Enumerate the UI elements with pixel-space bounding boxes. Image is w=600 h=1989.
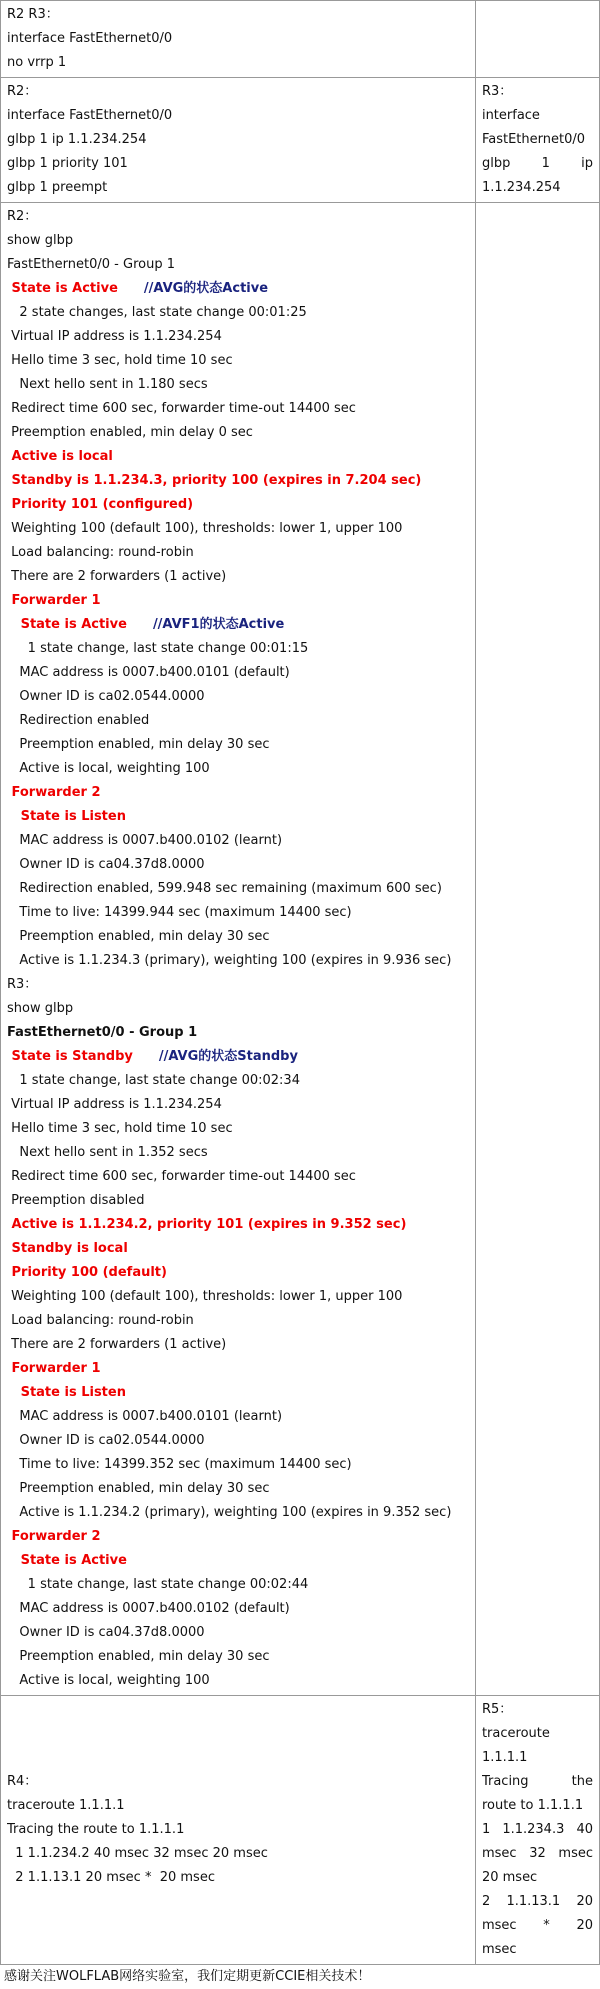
line-text: FastEthernet0/0 <box>481 132 585 147</box>
text-token: 20 <box>576 1918 593 1933</box>
line-text: Preemption enabled, min delay 30 sec <box>7 1481 270 1496</box>
text-line <box>7 469 469 493</box>
line-text: State is Active <box>7 1553 127 1568</box>
line-text: State is Standby <box>7 1049 133 1064</box>
line-text: interface FastEthernet0/0 <box>7 108 173 123</box>
annotation-comment: //AVG的状态Standby <box>158 1049 298 1064</box>
line-text: glbp 1 priority 101 <box>7 156 128 171</box>
annotation-comment: //AVF1的状态Active <box>152 617 285 632</box>
line-text: MAC address is 0007.b400.0102 (learnt) <box>7 833 283 848</box>
text-line <box>7 1117 469 1141</box>
text-line <box>7 733 469 757</box>
text-line <box>482 1746 593 1770</box>
line-text: Weighting 100 (default 100), thresholds: lower 1, upper 100 <box>7 1289 403 1304</box>
text-line <box>7 349 469 373</box>
text-line <box>7 421 469 445</box>
line-text: Next hello sent in 1.352 secs <box>7 1145 208 1160</box>
text-token: 32 <box>529 1846 546 1861</box>
text-line <box>482 1818 593 1842</box>
text-token: Tracing <box>481 1774 529 1789</box>
line-text: 1.1.234.254 <box>481 180 561 195</box>
text-line <box>7 1842 469 1866</box>
text-line <box>7 1525 469 1549</box>
text-line <box>7 493 469 517</box>
line-text: State is Active <box>7 281 118 296</box>
text-line <box>7 973 469 997</box>
line-text: Active is local, weighting 100 <box>7 1673 210 1688</box>
text-line <box>7 997 469 1021</box>
text-line <box>7 1597 469 1621</box>
text-line <box>7 637 469 661</box>
text-line <box>7 128 469 152</box>
text-line <box>7 152 469 176</box>
line-text: Redirect time 600 sec, forwarder time-out 14400 sec <box>7 1169 356 1184</box>
text-line <box>7 104 469 128</box>
line-text: FastEthernet0/0 - Group 1 <box>7 257 175 272</box>
line-text: interface FastEthernet0/0 <box>7 31 173 46</box>
table-row <box>1 1 600 78</box>
text-line <box>7 805 469 829</box>
text-line <box>7 1501 469 1525</box>
text-line <box>482 1890 593 1914</box>
text-line <box>7 1573 469 1597</box>
line-text: traceroute 1.1.1.1 <box>7 1798 125 1813</box>
line-text: glbp 1 ip 1.1.234.254 <box>7 132 147 147</box>
table-row <box>1 203 600 1696</box>
text-line <box>7 1165 469 1189</box>
text-token: msec <box>558 1846 593 1861</box>
text-token: the <box>571 1774 593 1789</box>
text-line <box>7 373 469 397</box>
text-line <box>7 877 469 901</box>
text-line <box>7 1794 469 1818</box>
footer-note: 感谢关注WOLFLAB网络实验室，我们定期更新CCIE相关技术！ <box>4 1969 371 1984</box>
line-text: State is Listen <box>7 1385 126 1400</box>
text-line <box>7 1477 469 1501</box>
line-text: Standby is local <box>7 1241 128 1256</box>
text-line <box>482 104 593 128</box>
text-line <box>482 128 593 152</box>
left-cell <box>1 203 476 1696</box>
text-line <box>7 853 469 877</box>
line-text: Load balancing: round-robin <box>7 545 194 560</box>
line-text: Redirection enabled <box>7 713 150 728</box>
line-text: Active is 1.1.234.3 (primary), weighting 100 (expires in 9.936 sec) <box>7 953 452 968</box>
text-line <box>7 1645 469 1669</box>
text-line <box>482 1698 593 1722</box>
right-cell <box>475 78 599 203</box>
text-token: 1 <box>481 1822 491 1837</box>
table-row <box>1 1696 600 1965</box>
text-line <box>482 1938 593 1962</box>
left-cell <box>1 78 476 203</box>
left-cell <box>1 1 476 78</box>
line-text: 1 state change, last state change 00:01:15 <box>7 641 309 656</box>
text-line <box>7 565 469 589</box>
line-text: show glbp <box>7 1001 74 1016</box>
line-text: Redirect time 600 sec, forwarder time-out 14400 sec <box>7 401 356 416</box>
line-text: State is Active <box>7 617 127 632</box>
text-line <box>7 3 469 27</box>
line-text: Preemption disabled <box>7 1193 145 1208</box>
text-line <box>7 205 469 229</box>
right-cell <box>475 1696 599 1965</box>
text-line <box>7 1141 469 1165</box>
line-text: Active is 1.1.234.2 (primary), weighting 100 (expires in 9.352 sec) <box>7 1505 452 1520</box>
line-text: glbp 1 preempt <box>7 180 108 195</box>
text-line <box>7 277 469 301</box>
line-text: msec <box>481 1942 517 1957</box>
text-line <box>7 1045 469 1069</box>
line-text: Owner ID is ca04.37d8.0000 <box>7 857 205 872</box>
line-text: R5： <box>481 1702 513 1717</box>
line-text: R3： <box>481 84 513 99</box>
line-text: There are 2 forwarders (1 active) <box>7 569 227 584</box>
line-text: Standby is 1.1.234.3, priority 100 (expires in 7.204 sec) <box>7 473 422 488</box>
line-text: Time to live: 14399.352 sec (maximum 14400 sec) <box>7 1457 352 1472</box>
line-text: 20 msec <box>481 1870 538 1885</box>
line-text: Priority 101 (configured) <box>7 497 194 512</box>
line-text: Preemption enabled, min delay 30 sec <box>7 737 270 752</box>
line-text: Redirection enabled, 599.948 sec remaining (maximum 600 sec) <box>7 881 442 896</box>
text-line <box>482 80 593 104</box>
text-line <box>7 397 469 421</box>
line-text: Virtual IP address is 1.1.234.254 <box>7 329 222 344</box>
text-line <box>7 1818 469 1842</box>
line-text: Tracing the route to 1.1.1.1 <box>7 1822 185 1837</box>
text-line <box>7 1405 469 1429</box>
line-text: no vrrp 1 <box>7 55 67 70</box>
text-line <box>7 1285 469 1309</box>
text-line <box>7 1333 469 1357</box>
line-text: R2 R3： <box>7 7 59 22</box>
text-line <box>482 152 593 176</box>
line-text: Preemption enabled, min delay 0 sec <box>7 425 253 440</box>
text-line <box>7 925 469 949</box>
line-text: R2： <box>7 84 38 99</box>
text-line <box>482 1914 593 1938</box>
text-line <box>7 1381 469 1405</box>
line-text: State is Listen <box>7 809 126 824</box>
text-line <box>7 325 469 349</box>
text-line <box>7 589 469 613</box>
line-text: R3： <box>7 977 38 992</box>
line-text: Owner ID is ca02.0544.0000 <box>7 689 205 704</box>
line-text: R4： <box>7 1774 38 1789</box>
line-text: Priority 100 (default) <box>7 1265 167 1280</box>
text-line <box>482 1842 593 1866</box>
text-token: 1 <box>541 156 550 171</box>
text-line <box>7 1549 469 1573</box>
text-token: 1.1.13.1 <box>506 1894 561 1909</box>
line-text: traceroute <box>481 1726 550 1741</box>
text-line <box>7 781 469 805</box>
text-line <box>7 661 469 685</box>
line-text: Next hello sent in 1.180 secs <box>7 377 208 392</box>
text-line <box>7 80 469 104</box>
text-line <box>7 1621 469 1645</box>
line-text: Hello time 3 sec, hold time 10 sec <box>7 1121 233 1136</box>
text-line <box>7 541 469 565</box>
text-line <box>482 1866 593 1890</box>
text-line <box>7 253 469 277</box>
text-line <box>7 709 469 733</box>
text-line <box>7 1069 469 1093</box>
text-token: 40 <box>576 1822 593 1837</box>
table-row <box>1 78 600 203</box>
text-line <box>482 1770 593 1794</box>
text-line <box>7 1189 469 1213</box>
line-text: route to 1.1.1.1 <box>481 1798 584 1813</box>
line-text: Preemption enabled, min delay 30 sec <box>7 929 270 944</box>
text-line <box>7 829 469 853</box>
text-token: 1.1.234.3 <box>502 1822 565 1837</box>
line-text: There are 2 forwarders (1 active) <box>7 1337 227 1352</box>
line-text: interface <box>481 108 540 123</box>
line-text: 2 state changes, last state change 00:01:25 <box>7 305 307 320</box>
text-line <box>7 1429 469 1453</box>
line-text: 1 state change, last state change 00:02:44 <box>7 1577 309 1592</box>
text-line <box>7 613 469 637</box>
text-line <box>7 1309 469 1333</box>
text-line <box>7 301 469 325</box>
line-text: Virtual IP address is 1.1.234.254 <box>7 1097 222 1112</box>
text-line <box>7 229 469 253</box>
text-line <box>7 1770 469 1794</box>
line-text: MAC address is 0007.b400.0102 (default) <box>7 1601 290 1616</box>
text-line <box>482 176 593 200</box>
right-cell <box>475 1 599 78</box>
line-text: Weighting 100 (default 100), thresholds: lower 1, upper 100 <box>7 521 403 536</box>
line-text: Load balancing: round-robin <box>7 1313 194 1328</box>
line-text: Owner ID is ca02.0544.0000 <box>7 1433 205 1448</box>
line-text: Forwarder 1 <box>7 1361 101 1376</box>
line-text: show glbp <box>7 233 74 248</box>
line-text: 2 1.1.13.1 20 msec * 20 msec <box>7 1870 215 1885</box>
line-text: R2： <box>7 209 38 224</box>
line-text: 1 1.1.234.2 40 msec 32 msec 20 msec <box>7 1846 268 1861</box>
line-text: MAC address is 0007.b400.0101 (default) <box>7 665 290 680</box>
right-cell <box>475 203 599 1696</box>
line-text: Forwarder 1 <box>7 593 101 608</box>
text-token: * <box>543 1918 550 1933</box>
text-line <box>7 27 469 51</box>
text-line <box>482 1722 593 1746</box>
line-text: MAC address is 0007.b400.0101 (learnt) <box>7 1409 283 1424</box>
line-text: Forwarder 2 <box>7 1529 101 1544</box>
text-token: ip <box>581 156 593 171</box>
text-line <box>7 1237 469 1261</box>
text-line <box>7 517 469 541</box>
annotation-comment: //AVG的状态Active <box>143 281 269 296</box>
line-text: Owner ID is ca04.37d8.0000 <box>7 1625 205 1640</box>
text-line <box>7 51 469 75</box>
text-token: glbp <box>481 156 511 171</box>
text-line <box>7 1357 469 1381</box>
text-line <box>7 176 469 200</box>
text-line <box>7 1021 469 1045</box>
text-line <box>7 685 469 709</box>
line-text: Preemption enabled, min delay 30 sec <box>7 1649 270 1664</box>
text-line <box>7 1213 469 1237</box>
text-line <box>7 1866 469 1890</box>
text-token: 20 <box>576 1894 593 1909</box>
text-line <box>7 757 469 781</box>
text-line <box>482 1794 593 1818</box>
text-line <box>7 949 469 973</box>
line-text: 1 state change, last state change 00:02:34 <box>7 1073 300 1088</box>
text-line <box>7 1669 469 1693</box>
line-text: 1.1.1.1 <box>481 1750 528 1765</box>
text-line <box>7 1261 469 1285</box>
text-token: msec <box>481 1918 517 1933</box>
text-line <box>7 1453 469 1477</box>
text-token: 2 <box>481 1894 491 1909</box>
line-text: Active is local <box>7 449 113 464</box>
left-cell <box>1 1696 476 1965</box>
line-text: Active is 1.1.234.2, priority 101 (expires in 9.352 sec) <box>7 1217 407 1232</box>
line-text: Active is local, weighting 100 <box>7 761 210 776</box>
line-text: Hello time 3 sec, hold time 10 sec <box>7 353 233 368</box>
text-token: msec <box>481 1846 517 1861</box>
text-line <box>7 445 469 469</box>
text-line <box>7 1093 469 1117</box>
line-text: FastEthernet0/0 - Group 1 <box>7 1025 198 1040</box>
line-text: Time to live: 14399.944 sec (maximum 14400 sec) <box>7 905 352 920</box>
line-text: Forwarder 2 <box>7 785 101 800</box>
text-line <box>7 901 469 925</box>
